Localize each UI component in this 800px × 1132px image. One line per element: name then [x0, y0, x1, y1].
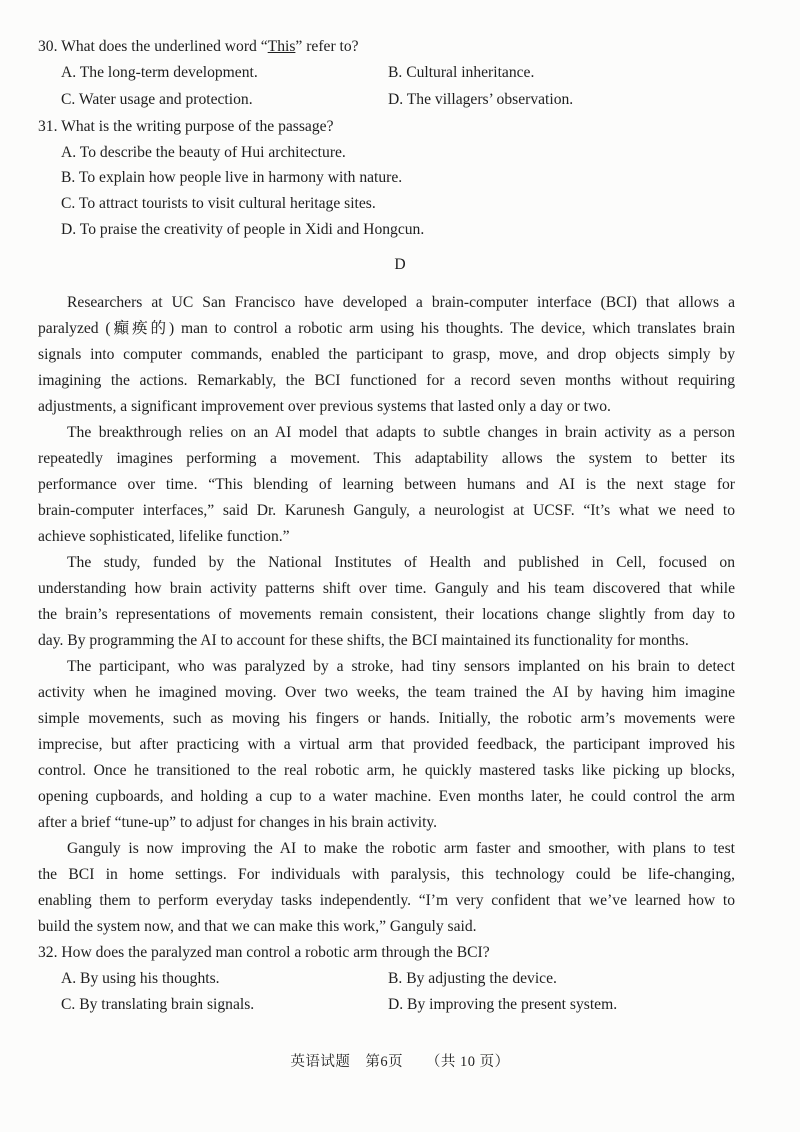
- paragraph-line: simple movements, such as moving his fingers or hands. Initially, the robotic arm’s movements were: [38, 710, 735, 727]
- passage-paragraph: [38, 290, 735, 420]
- paragraph-line: signals into computer commands, enabled the participant to grasp, move, and drop objects simply by: [38, 346, 735, 363]
- paragraph-line: The study, funded by the National Institutes of Health and published in Cell, focused on: [67, 554, 735, 571]
- paragraph-line: understanding how brain activity patterns shift over time. Ganguly and his team discovered that while: [38, 580, 735, 597]
- paragraph-line: paralyzed (癲痪的) man to control a robotic arm using his thoughts. The device, which translates brain: [38, 320, 735, 337]
- paragraph-line: enabling them to perform everyday tasks independently. “I’m very confident that we’ve learned how to: [38, 892, 735, 909]
- paragraph-line: imagining the actions. Remarkably, the BCI functioned for a record seven months without requiring: [38, 372, 735, 389]
- paragraph-line: The participant, who was paralyzed by a stroke, had tiny sensors implanted on his brain to detect: [67, 658, 735, 675]
- underlined-word: This: [267, 38, 296, 55]
- question-31-option-c: C. To attract tourists to visit cultural heritage sites.: [61, 195, 376, 212]
- paragraph-line: achieve sophisticated, lifelike function.”: [38, 528, 290, 545]
- paragraph-line: repeatedly imagines performing a movement. This adaptability allows the system to better its: [38, 450, 735, 467]
- question-30-option-c: C. Water usage and protection.: [61, 91, 253, 108]
- passage-paragraph: [38, 836, 735, 940]
- question-32-option-c: C. By translating brain signals.: [61, 996, 255, 1013]
- paragraph-line: the BCI in home settings. For individuals with paralysis, this technology could be life-changing,: [38, 866, 735, 883]
- page-footer: 英语试题 第6页 （共 10 页）: [290, 1054, 510, 1070]
- paragraph-line: imprecise, but after practicing with a virtual arm that provided feedback, the participant improved his: [38, 736, 735, 753]
- question-30-option-a: A. The long-term development.: [61, 64, 258, 81]
- question-32-option-a: A. By using his thoughts.: [61, 970, 220, 987]
- paragraph-line: Researchers at UC San Francisco have developed a brain-computer interface (BCI) that allows a: [67, 294, 735, 311]
- paragraph-line: brain-computer interfaces,” said Dr. Karunesh Ganguly, a neurologist at UCSF. “It’s what we need to: [38, 502, 735, 519]
- paragraph-line: Ganguly is now improving the AI to make the robotic arm faster and smoother, with plans to test: [67, 840, 735, 857]
- question-30-stem: 30. What does the underlined word “This” refer to?: [38, 38, 359, 55]
- question-31-stem: 31. What is the writing purpose of the passage?: [38, 118, 334, 135]
- question-30-option-d: D. The villagers’ observation.: [388, 91, 574, 108]
- passage-paragraph: [38, 550, 735, 654]
- question-32-stem: 32. How does the paralyzed man control a robotic arm through the BCI?: [38, 944, 490, 961]
- paragraph-line: opening cupboards, and holding a cup to a water machine. Even months later, he could control the arm: [38, 788, 735, 805]
- passage-paragraph: [38, 654, 735, 836]
- question-31-option-b: B. To explain how people live in harmony with nature.: [61, 169, 403, 186]
- passage-paragraph: [38, 420, 735, 550]
- paragraph-line: the brain’s representations of movements remain consistent, their locations change slightly from day to: [38, 606, 735, 623]
- question-31-option-a: A. To describe the beauty of Hui architecture.: [61, 144, 346, 161]
- question-32-option-d: D. By improving the present system.: [388, 996, 618, 1013]
- passage: [38, 290, 735, 940]
- paragraph-line: after a brief “tune-up” to adjust for changes in his brain activity.: [38, 814, 438, 831]
- paragraph-line: day. By programming the AI to account for these shifts, the BCI maintained its functionality for months.: [38, 632, 689, 649]
- paragraph-line: build the system now, and that we can make this work,” Ganguly said.: [38, 918, 477, 935]
- paragraph-line: adjustments, a significant improvement over previous systems that lasted only a day or two.: [38, 398, 611, 415]
- question-31-option-d: D. To praise the creativity of people in Xidi and Hongcun.: [61, 221, 425, 238]
- paragraph-line: The breakthrough relies on an AI model that adapts to subtle changes in brain activity as a person: [67, 424, 735, 441]
- question-32-option-b: B. By adjusting the device.: [388, 970, 557, 987]
- paragraph-line: control. Once he transitioned to the real robotic arm, he quickly mastered tasks like picking up blocks,: [38, 762, 735, 779]
- question-30-option-b: B. Cultural inheritance.: [388, 64, 535, 81]
- paragraph-line: activity when he imagined moving. Over two weeks, the team trained the AI by having him imagine: [38, 684, 735, 701]
- paragraph-line: performance over time. “This blending of learning between humans and AI is the next stage for: [38, 476, 735, 493]
- section-heading: D: [394, 256, 406, 273]
